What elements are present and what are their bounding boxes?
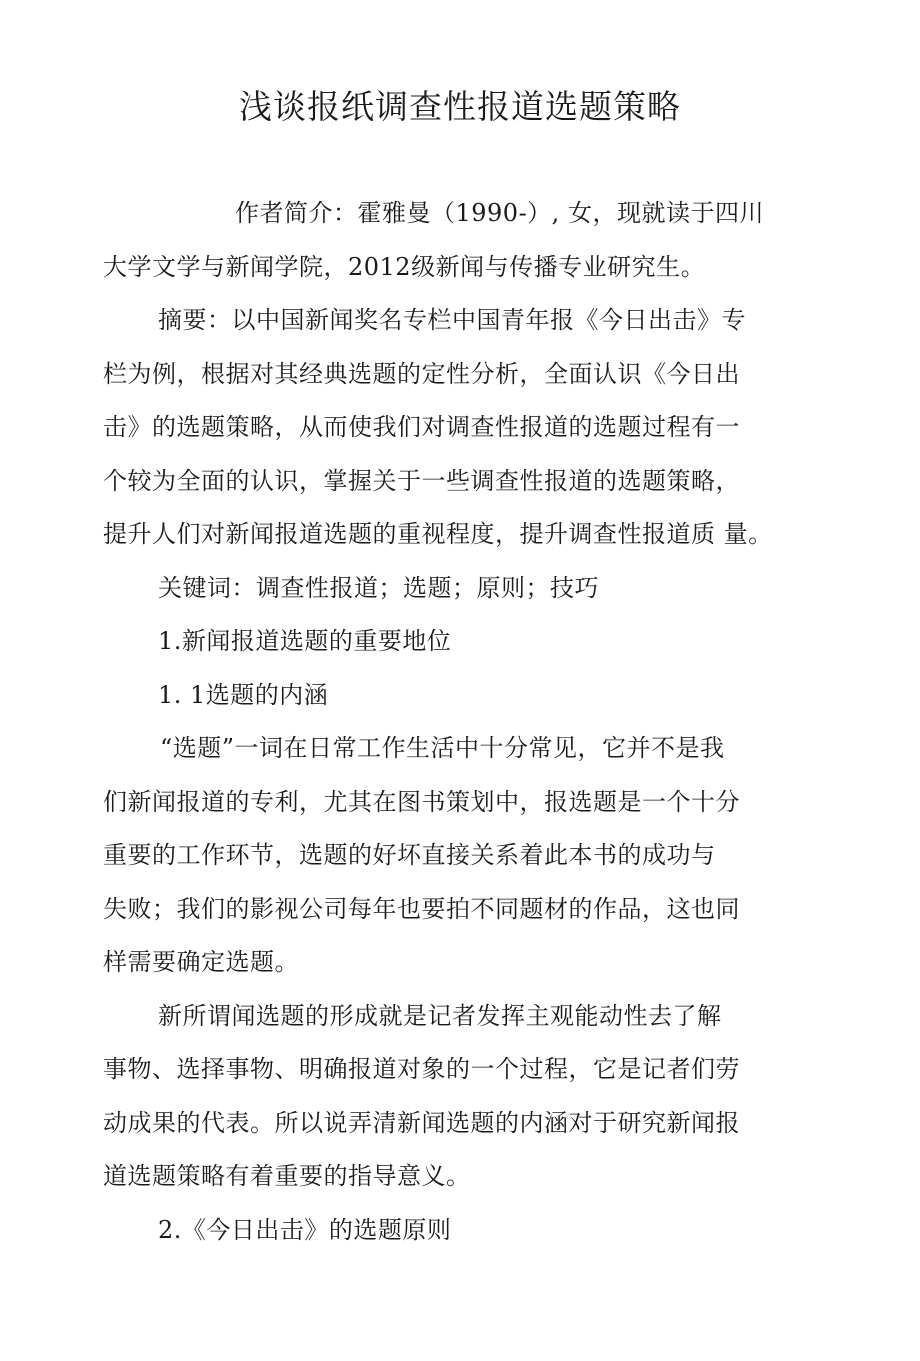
abstract-line-5: 提升人们对新闻报道选题的重视程度，提升调查性报道质 量。 (103, 520, 773, 548)
paragraph-1-line-2: 们新闻报道的专利，尤其在图书策划中，报选题是一个十分 (103, 788, 740, 816)
paragraph-1-line-3: 重要的工作环节，选题的好坏直接关系着此本书的成功与 (103, 841, 716, 869)
paragraph-2-line-4: 道选题策略有着重要的指导意义。 (103, 1162, 471, 1190)
keywords-line: 关键词：调查性报道；选题；原则；技巧 (158, 574, 599, 602)
section-heading-2: 2.《今日出击》的选题原则 (158, 1216, 452, 1244)
abstract-line-2: 栏为例，根据对其经典选题的定性分析，全面认识《今日出 (103, 360, 740, 388)
author-intro-line-2: 大学文学与新闻学院，2012级新闻与传播专业研究生。 (103, 253, 706, 281)
paragraph-1-line-1: “选题”一词在日常工作生活中十分常见，它并不是我 (160, 734, 725, 762)
paragraph-1-line-5: 样需要确定选题。 (103, 948, 299, 976)
abstract-line-3: 击》的选题策略，从而使我们对调查性报道的选题过程有一 (103, 413, 740, 441)
abstract-line-4: 个较为全面的认识，掌握关于一些调查性报道的选题策略， (103, 467, 740, 495)
abstract-line-1: 摘要：以中国新闻奖名专栏中国青年报《今日出击》专 (158, 306, 746, 334)
paragraph-2-line-2: 事物、选择事物、明确报道对象的一个过程，它是记者们劳 (103, 1055, 740, 1083)
subsection-heading-1-1: 1. 1选题的内涵 (158, 681, 329, 709)
paragraph-2-line-3: 动成果的代表。所以说弄清新闻选题的内涵对于研究新闻报 (103, 1109, 740, 1137)
paragraph-1-line-4: 失败；我们的影视公司每年也要拍不同题材的作品，这也同 (103, 895, 740, 923)
author-intro-line-1: 作者简介：霍雅曼（1990-）, 女，现就读于四川 (235, 199, 764, 227)
document-title: 浅谈报纸调查性报道选题策略 (239, 87, 681, 126)
paragraph-2-line-1: 新所谓闻选题的形成就是记者发挥主观能动性去了解 (158, 1002, 722, 1030)
section-heading-1: 1.新闻报道选题的重要地位 (158, 627, 452, 655)
